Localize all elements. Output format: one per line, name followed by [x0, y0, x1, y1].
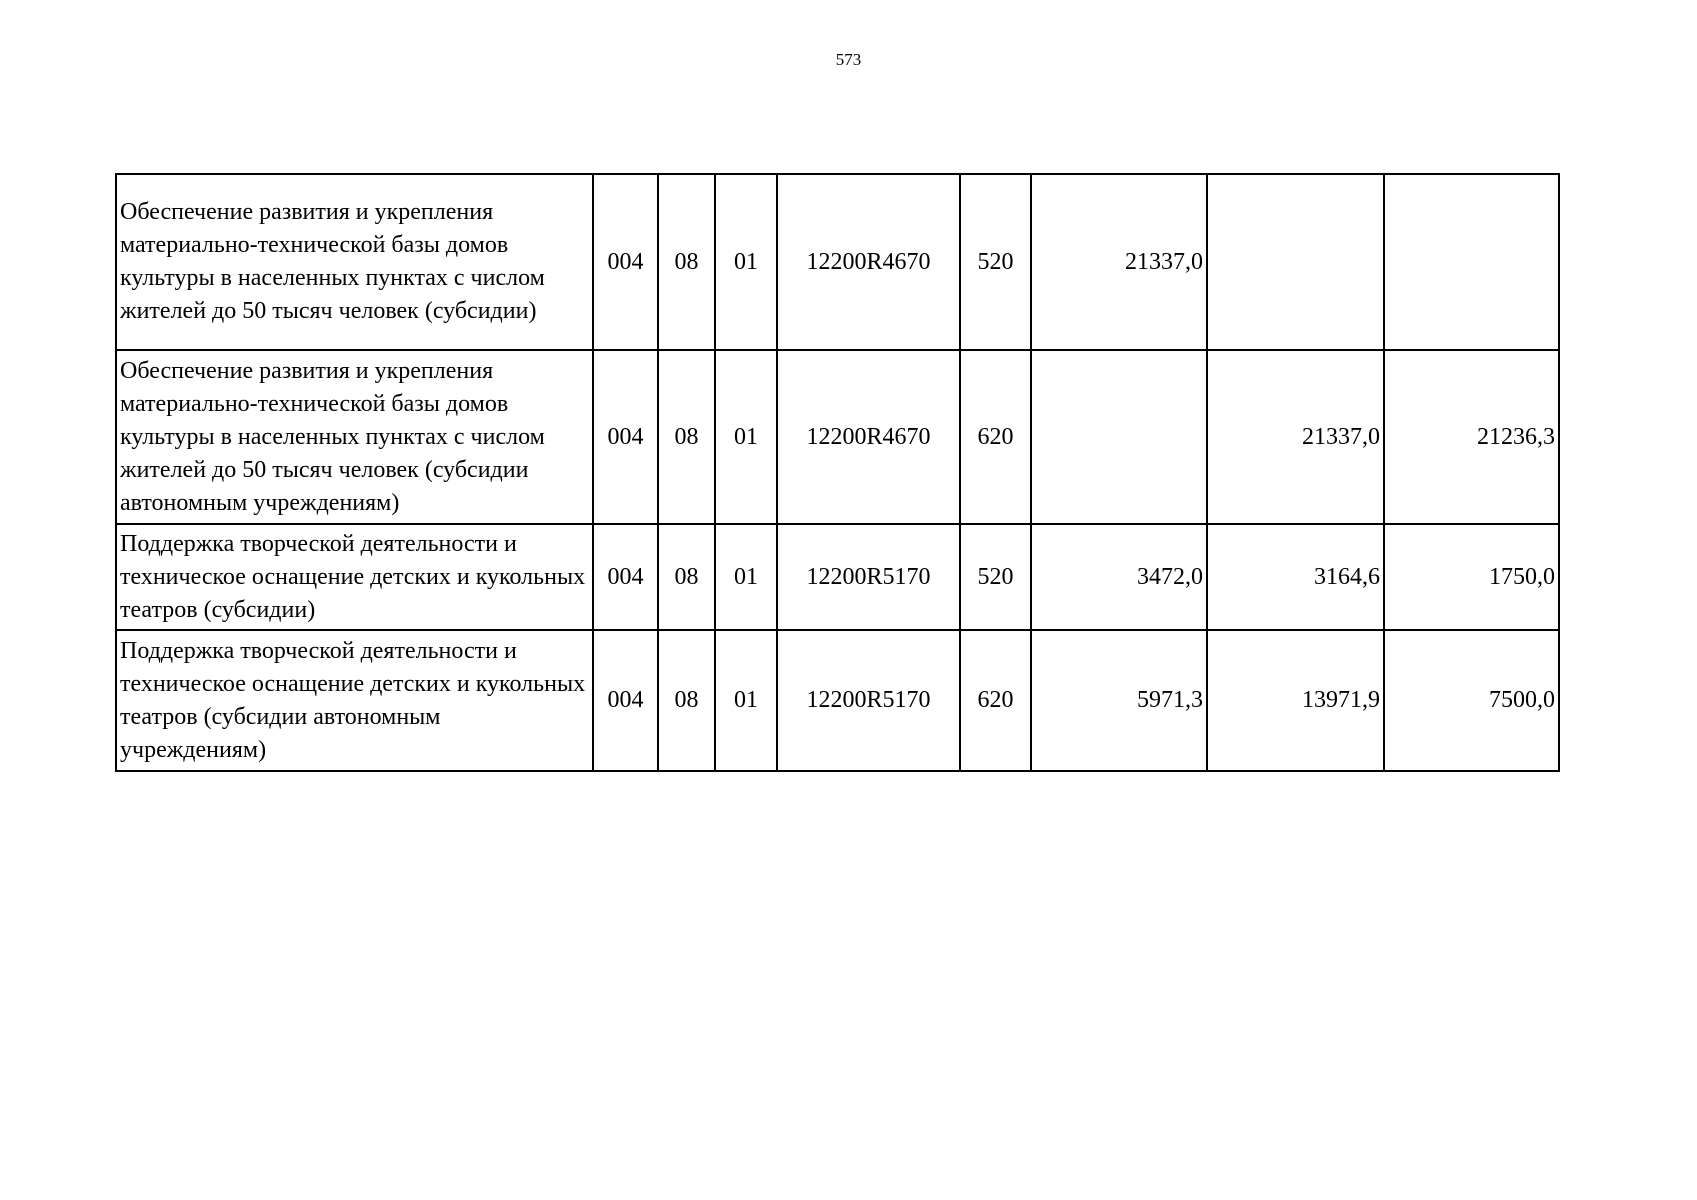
amount-3-cell: 1750,0: [1384, 524, 1559, 630]
table-row: [116, 630, 1559, 771]
subsection-code-cell: 01: [715, 524, 777, 630]
section-code-cell: 08: [658, 174, 715, 350]
description-cell: Поддержка творческой деятельности и техническое оснащение детских и кукольных театров (субсидии автономным учреждениям): [116, 630, 593, 771]
target-item-cell: 12200R5170: [777, 630, 960, 771]
amount-3-cell: [1384, 174, 1559, 350]
target-item-cell: 12200R4670: [777, 174, 960, 350]
amount-1-cell: 3472,0: [1031, 524, 1207, 630]
section-code-cell: 08: [658, 524, 715, 630]
ministry-code-cell: 004: [593, 350, 658, 524]
description-cell: Обеспечение развития и укрепления материально-технической базы домов культуры в населенных пунктах с числом жителей до 50 тысяч человек (субсидии автономным учреждениям): [116, 350, 593, 524]
ministry-code-cell: 004: [593, 174, 658, 350]
amount-2-cell: 21337,0: [1207, 350, 1384, 524]
expense-type-cell: 520: [960, 174, 1031, 350]
target-item-cell: 12200R4670: [777, 350, 960, 524]
subsection-code-cell: 01: [715, 630, 777, 771]
ministry-code-cell: 004: [593, 630, 658, 771]
amount-2-cell: 3164,6: [1207, 524, 1384, 630]
section-code-cell: 08: [658, 350, 715, 524]
page-number: 573: [835, 50, 862, 69]
amount-2-cell: 13971,9: [1207, 630, 1384, 771]
target-item-cell: 12200R5170: [777, 524, 960, 630]
table-row: [116, 174, 1559, 350]
description-cell: Обеспечение развития и укрепления материально-технической базы домов культуры в населенных пунктах с числом жителей до 50 тысяч человек (субсидии): [116, 174, 593, 350]
ministry-code-cell: 004: [593, 524, 658, 630]
expense-type-cell: 620: [960, 630, 1031, 771]
subsection-code-cell: 01: [715, 350, 777, 524]
table-row: [116, 524, 1559, 630]
amount-2-cell: [1207, 174, 1384, 350]
amount-3-cell: 21236,3: [1384, 350, 1559, 524]
expense-type-cell: 620: [960, 350, 1031, 524]
subsection-code-cell: 01: [715, 174, 777, 350]
amount-1-cell: 21337,0: [1031, 174, 1207, 350]
section-code-cell: 08: [658, 630, 715, 771]
amount-3-cell: 7500,0: [1384, 630, 1559, 771]
amount-1-cell: 5971,3: [1031, 630, 1207, 771]
amount-1-cell: [1031, 350, 1207, 524]
table-row: [116, 350, 1559, 524]
description-cell: Поддержка творческой деятельности и техническое оснащение детских и кукольных театров (субсидии): [116, 524, 593, 630]
expense-type-cell: 520: [960, 524, 1031, 630]
budget-table: [115, 173, 1560, 772]
